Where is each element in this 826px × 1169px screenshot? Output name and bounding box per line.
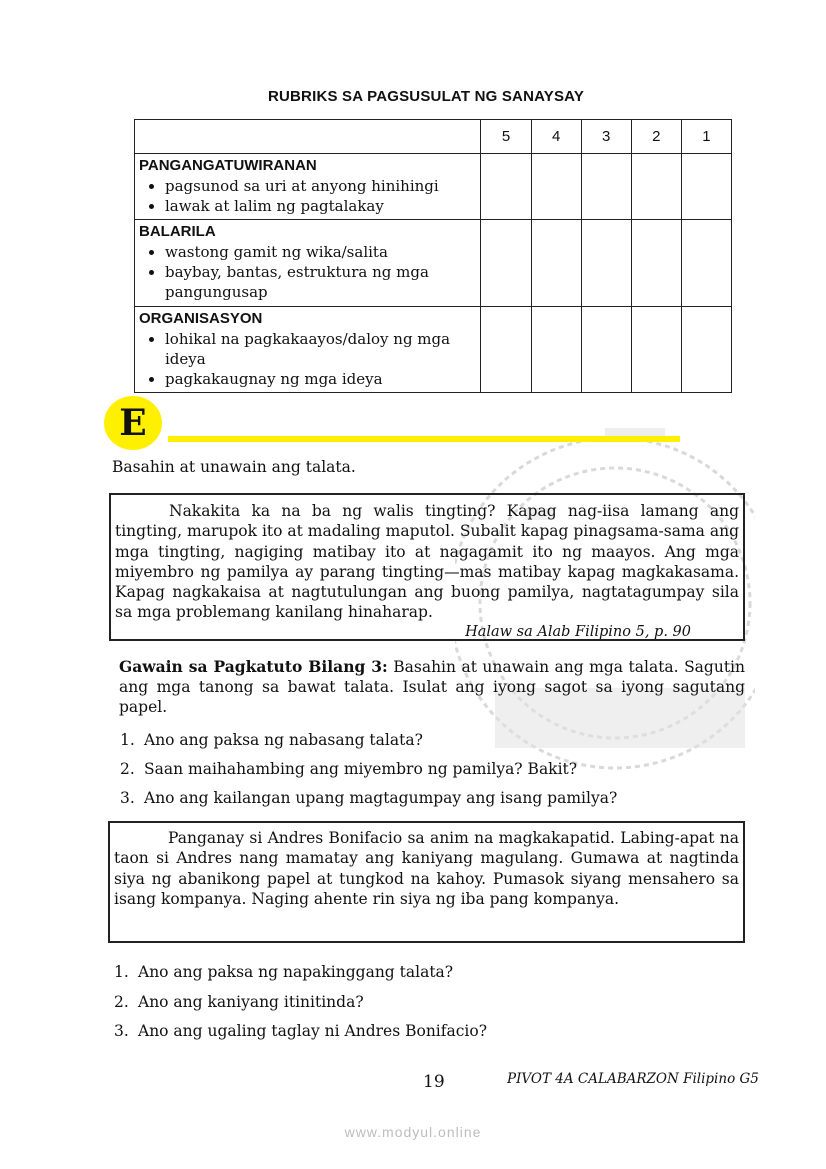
- list-item: [120, 788, 617, 817]
- list-item: [114, 992, 487, 1022]
- passage-box: [109, 493, 745, 641]
- score-cell: [481, 154, 531, 220]
- question-text: Ano ang kaniyang itinitinda?: [138, 992, 364, 1011]
- passage-text: Panganay si Andres Bonifacio sa anim na magkakapatid. Labing-apat na taon si Andres nang mamatay ang kaniyang magulang. Gumawa at nagtinda siya ng abanikong papel at tungkod na kahoy. Pumasok siyang mensahero sa isang kompanya. Naging ahente rin siya ng iba pang kompanya.: [114, 829, 739, 908]
- criterion-item: • pagsunod sa uri at anyong hinihingi: [165, 176, 476, 196]
- activity-text: Basahin at unawain ang mga talata. Sagutin ang mga tanong sa bawat talata. Isulat ang iyong sagot sa iyong sagutang papel.: [119, 658, 746, 716]
- criterion-item: • baybay, bantas, estruktura ng mga pangungusap: [165, 262, 476, 302]
- score-cell: [631, 307, 681, 393]
- criterion-item: • lawak at lalim ng pagtalakay: [165, 196, 476, 216]
- list-item: [120, 730, 617, 759]
- question-text: Ano ang paksa ng napakinggang talata?: [138, 963, 454, 981]
- score-header-5: 5: [481, 120, 531, 154]
- question-number: 1.: [120, 731, 135, 749]
- rubric-header-criteria: [135, 120, 481, 154]
- list-item: [114, 962, 487, 992]
- criterion-cell: [135, 220, 481, 307]
- rubric-row: [135, 220, 732, 307]
- page-number: 19: [423, 1072, 445, 1092]
- question-number: 2.: [120, 760, 135, 778]
- section-letter: E: [119, 402, 147, 444]
- question-list: [114, 962, 487, 1051]
- rubric-row: [135, 307, 732, 393]
- criterion-item: • pagkakaugnay ng mga ideya: [165, 369, 476, 389]
- question-text: Ano ang kailangan upang magtagumpay ang isang pamilya?: [144, 789, 618, 807]
- question-number: 3.: [114, 1022, 129, 1040]
- passage-box: [108, 821, 745, 943]
- passage-source: Halaw sa Alab Filipino 5, p. 90: [465, 623, 691, 640]
- criterion-item: • wastong gamit ng wika/salita: [165, 242, 476, 262]
- score-cell: [531, 154, 581, 220]
- score-cell: [681, 220, 731, 307]
- question-text: Ano ang paksa ng nabasang talata?: [144, 731, 423, 749]
- rubric-title: RUBRIKS SA PAGSUSULAT NG SANAYSAY: [267, 88, 585, 105]
- list-item: [120, 759, 617, 788]
- score-cell: [631, 220, 681, 307]
- list-item: [114, 1021, 487, 1051]
- section-divider: [168, 436, 680, 442]
- question-list: [120, 730, 617, 817]
- score-header-3: 3: [581, 120, 631, 154]
- question-text: Saan maihahambing ang miyembro ng pamilya? Bakit?: [144, 760, 578, 778]
- question-text: Ano ang ugaling taglay ni Andres Bonifacio?: [138, 1022, 488, 1040]
- activity-instructions: [119, 657, 745, 717]
- score-header-1: 1: [681, 120, 731, 154]
- criterion-item: • lohikal na pagkakaayos/daloy ng mga ideya: [165, 329, 476, 369]
- score-cell: [581, 220, 631, 307]
- score-cell: [681, 307, 731, 393]
- rubric-row: [135, 154, 732, 220]
- criterion-title: PANGANGATUWIRANAN: [139, 157, 317, 174]
- score-cell: [531, 220, 581, 307]
- instruction-text: Basahin at unawain ang talata.: [112, 458, 356, 476]
- rubric-table: [134, 119, 732, 393]
- passage-text: Nakakita ka na ba ng walis tingting? Kapag nag-iisa lamang ang tingting, marupok ito at madaling maputol. Subalit kapag pinagsama-sama ang mga tingting, nagiging matibay ito at nagagamit ito ng maayos. Ang mga miyembro ng pamilya ay parang tingting—mas matibay kapag magkakasama. Kapag nagkakaisa at nagtutulungan ang buong pamilya, nagtatagumpay sila sa mga problemang kanilang hinaharap.: [115, 502, 739, 622]
- score-cell: [631, 154, 681, 220]
- activity-label: Gawain sa Pagkatuto Bilang 3:: [119, 657, 388, 676]
- criterion-title: ORGANISASYON: [139, 310, 263, 327]
- question-number: 3.: [120, 789, 135, 807]
- question-number: 2.: [114, 992, 129, 1011]
- score-cell: [531, 307, 581, 393]
- rubric-header-row: [135, 120, 732, 154]
- score-cell: [481, 220, 531, 307]
- score-cell: [681, 154, 731, 220]
- score-header-2: 2: [631, 120, 681, 154]
- module-label: PIVOT 4A CALABARZON Filipino G5: [507, 1071, 759, 1087]
- score-cell: [581, 154, 631, 220]
- website-watermark: www.modyul.online: [344, 1124, 482, 1140]
- score-cell: [581, 307, 631, 393]
- question-number: 1.: [114, 963, 129, 981]
- criterion-cell: [135, 154, 481, 220]
- criterion-title: BALARILA: [139, 223, 216, 240]
- score-cell: [481, 307, 531, 393]
- criterion-cell: [135, 307, 481, 393]
- score-header-4: 4: [531, 120, 581, 154]
